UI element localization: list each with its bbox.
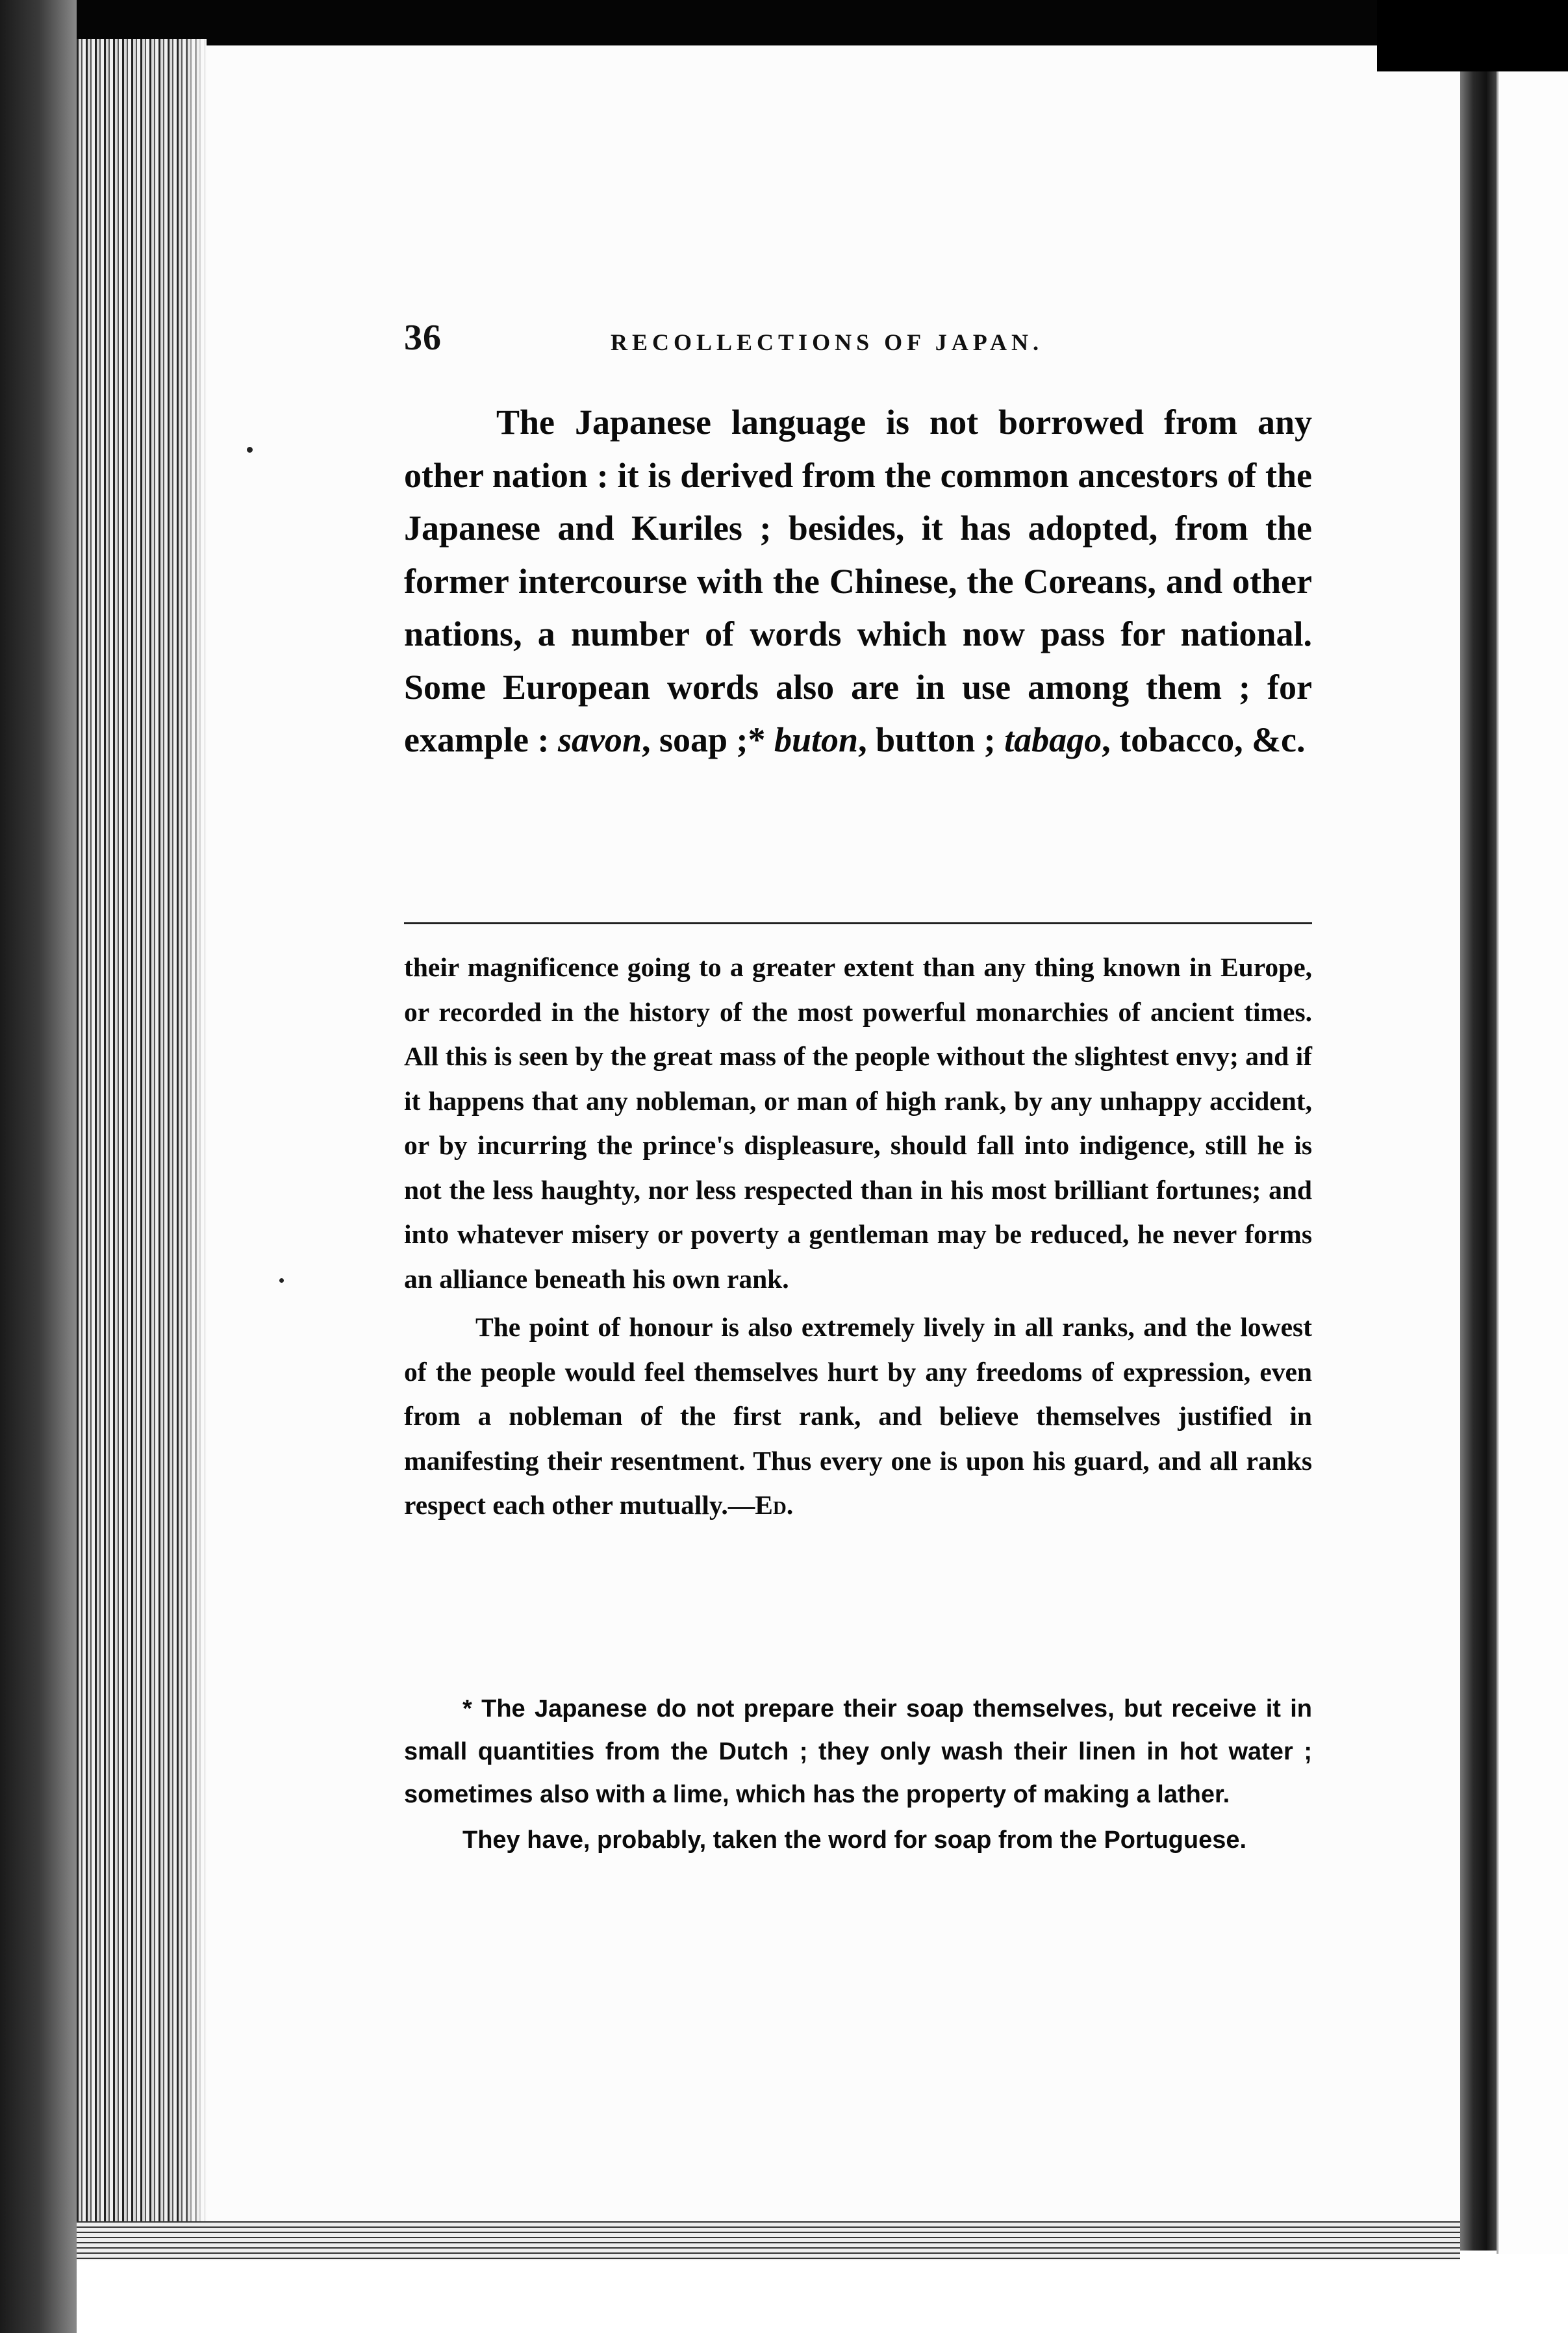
scan-top-right-corner xyxy=(1377,0,1568,71)
section-divider xyxy=(404,922,1312,924)
main-paragraph xyxy=(404,396,1312,767)
page-number: 36 xyxy=(404,318,442,358)
speck xyxy=(247,447,253,453)
facing-page-edge xyxy=(1497,58,1568,2254)
main-text-part: , tobacco, &c. xyxy=(1102,720,1306,759)
running-title: RECOLLECTIONS OF JAPAN. xyxy=(611,329,1044,355)
page-stack-edges xyxy=(77,39,207,2247)
main-paragraph-text xyxy=(404,396,1312,767)
right-page-shadow xyxy=(1460,62,1497,2251)
running-head xyxy=(404,317,1312,369)
main-text-part: , soap ;* xyxy=(641,720,774,759)
scan-top-border xyxy=(0,0,1568,49)
speck xyxy=(279,1278,284,1283)
italic-word: buton xyxy=(774,720,859,759)
italic-word: tabago xyxy=(1004,720,1102,759)
main-text-part: , button ; xyxy=(858,720,1005,759)
footnote-paragraph: They have, probably, taken the word for soap from the Portuguese. xyxy=(462,1826,1247,1854)
scan-left-border xyxy=(0,0,77,2333)
editor-note-paragraph: their magnificence going to a greater extent than any thing known in Europe, or recorded in the history of the most powerful monarchies of ancient times. All this is seen by the great mass of the people without the slightest envy; and if it happens that any nobleman, or man of high rank, by any unhappy accident, or by incurring the prince's displeasure, should fall into indigence, still he is not the less haughty, nor less respected than in his most brilliant fortunes; and into whatever misery or poverty a gentleman may be reduced, he never forms an alliance beneath his own rank. xyxy=(404,952,1312,1294)
editor-note xyxy=(404,945,1312,1528)
editor-signature: Ed. xyxy=(755,1490,794,1520)
main-text-part: The Japanese language is not borrowed from any other nation : it is derived from the common ancestors of the Japanese and Kuriles ; besides, it has adopted, from the former intercourse with the Chinese, the Coreans, and other nations, a number of words which now pass for national. Some European words also are in use among them ; for example : xyxy=(404,403,1312,759)
editor-note-paragraph xyxy=(404,1305,1312,1528)
footnote-paragraph: * The Japanese do not prepare their soap themselves, but receive it in small quantities from the Dutch ; they only wash their linen in hot water ; sometimes also with a lime, which has the property of making a lather. xyxy=(404,1695,1312,1808)
footnote xyxy=(404,1687,1312,1861)
editor-note-text: The point of honour is also extremely lively in all ranks, and the lowest of the people would feel themselves hurt by any freedoms of expression, even from a nobleman of the first rank, and believe themselves justified in manifesting their resentment. Thus every one is upon his guard, and all ranks respect each other mutually.— xyxy=(404,1312,1312,1520)
page-stack-bottom-edges xyxy=(77,2221,1460,2260)
italic-word: savon xyxy=(557,720,642,759)
